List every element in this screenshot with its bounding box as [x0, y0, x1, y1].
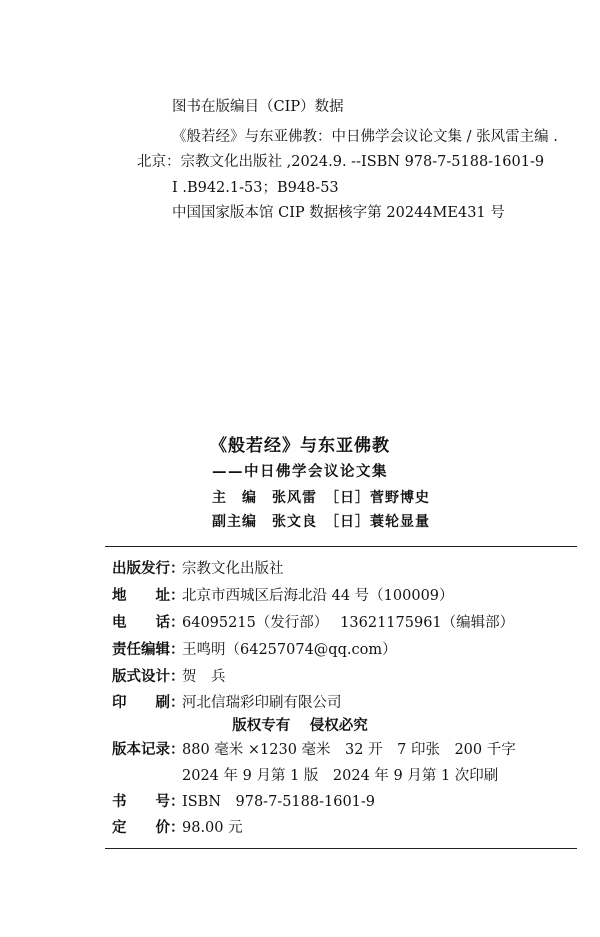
isbn-label: 书 号： — [112, 793, 185, 810]
book-subtitle: ——中日佛学会议论文集 — [212, 463, 388, 480]
phone-row — [112, 613, 514, 633]
isbn-row — [112, 792, 375, 812]
cip-line-title: 《般若经》与东亚佛教：中日佛学会议论文集 / 张风雷主编 . — [172, 129, 558, 145]
printer-row — [112, 693, 342, 713]
address-row — [112, 586, 454, 606]
cip-heading: 图书在版编目（CIP）数据 — [172, 99, 344, 115]
book-title: 《般若经》与东亚佛教 — [210, 436, 390, 456]
price-label: 定 价： — [112, 819, 185, 836]
bottom-divider — [105, 848, 577, 849]
responsible-editor-value: 王鸣明（64257074@qq.com） — [182, 642, 397, 658]
layout-design-value: 贺 兵 — [182, 669, 226, 685]
layout-design-label: 版式设计： — [112, 668, 185, 685]
address-label: 地 址： — [112, 587, 185, 604]
publisher-row — [112, 559, 284, 579]
editor-row — [112, 640, 397, 660]
printer-value: 河北信瑞彩印刷有限公司 — [182, 695, 342, 711]
printer-label: 印 刷： — [112, 694, 185, 711]
edition-label: 版本记录： — [112, 741, 185, 758]
phone-label: 电 话： — [112, 614, 185, 631]
cip-line-classification: Ⅰ .B942.1-53；B948-53 — [172, 180, 339, 196]
copyright-notice: 版权专有 侵权必究 — [232, 717, 368, 734]
price-value: 98.00 元 — [182, 820, 243, 836]
design-row — [112, 667, 226, 687]
chief-editor-line: 主 编 张风雷 ［日］菅野博史 — [212, 490, 430, 506]
publisher-value: 宗教文化出版社 — [182, 561, 284, 577]
price-row — [112, 818, 243, 838]
responsible-editor-label: 责任编辑： — [112, 641, 185, 658]
edition-value-specs: 880 毫米 ×1230 毫米 32 开 7 印张 200 千字 — [182, 742, 516, 758]
edition-row — [112, 740, 516, 760]
isbn-value: ISBN 978-7-5188-1601-9 — [182, 794, 376, 810]
cip-line-record: 中国国家版本馆 CIP 数据核字第 20244ME431 号 — [172, 205, 505, 221]
cip-line-publisher: 北京：宗教文化出版社 ,2024.9. --ISBN 978-7-5188-1601-9 — [137, 154, 545, 170]
deputy-editor-line: 副主编 张文良 ［日］蓑轮显量 — [212, 514, 430, 530]
address-value: 北京市西城区后海北沿 44 号（100009） — [182, 588, 454, 604]
top-divider — [105, 546, 577, 547]
phone-value: 64095215（发行部） 13621175961（编辑部） — [182, 615, 515, 631]
edition-row-2 — [182, 766, 498, 786]
edition-value-dates: 2024 年 9 月第 1 版 2024 年 9 月第 1 次印刷 — [182, 768, 499, 784]
publisher-label: 出版发行： — [112, 560, 185, 577]
